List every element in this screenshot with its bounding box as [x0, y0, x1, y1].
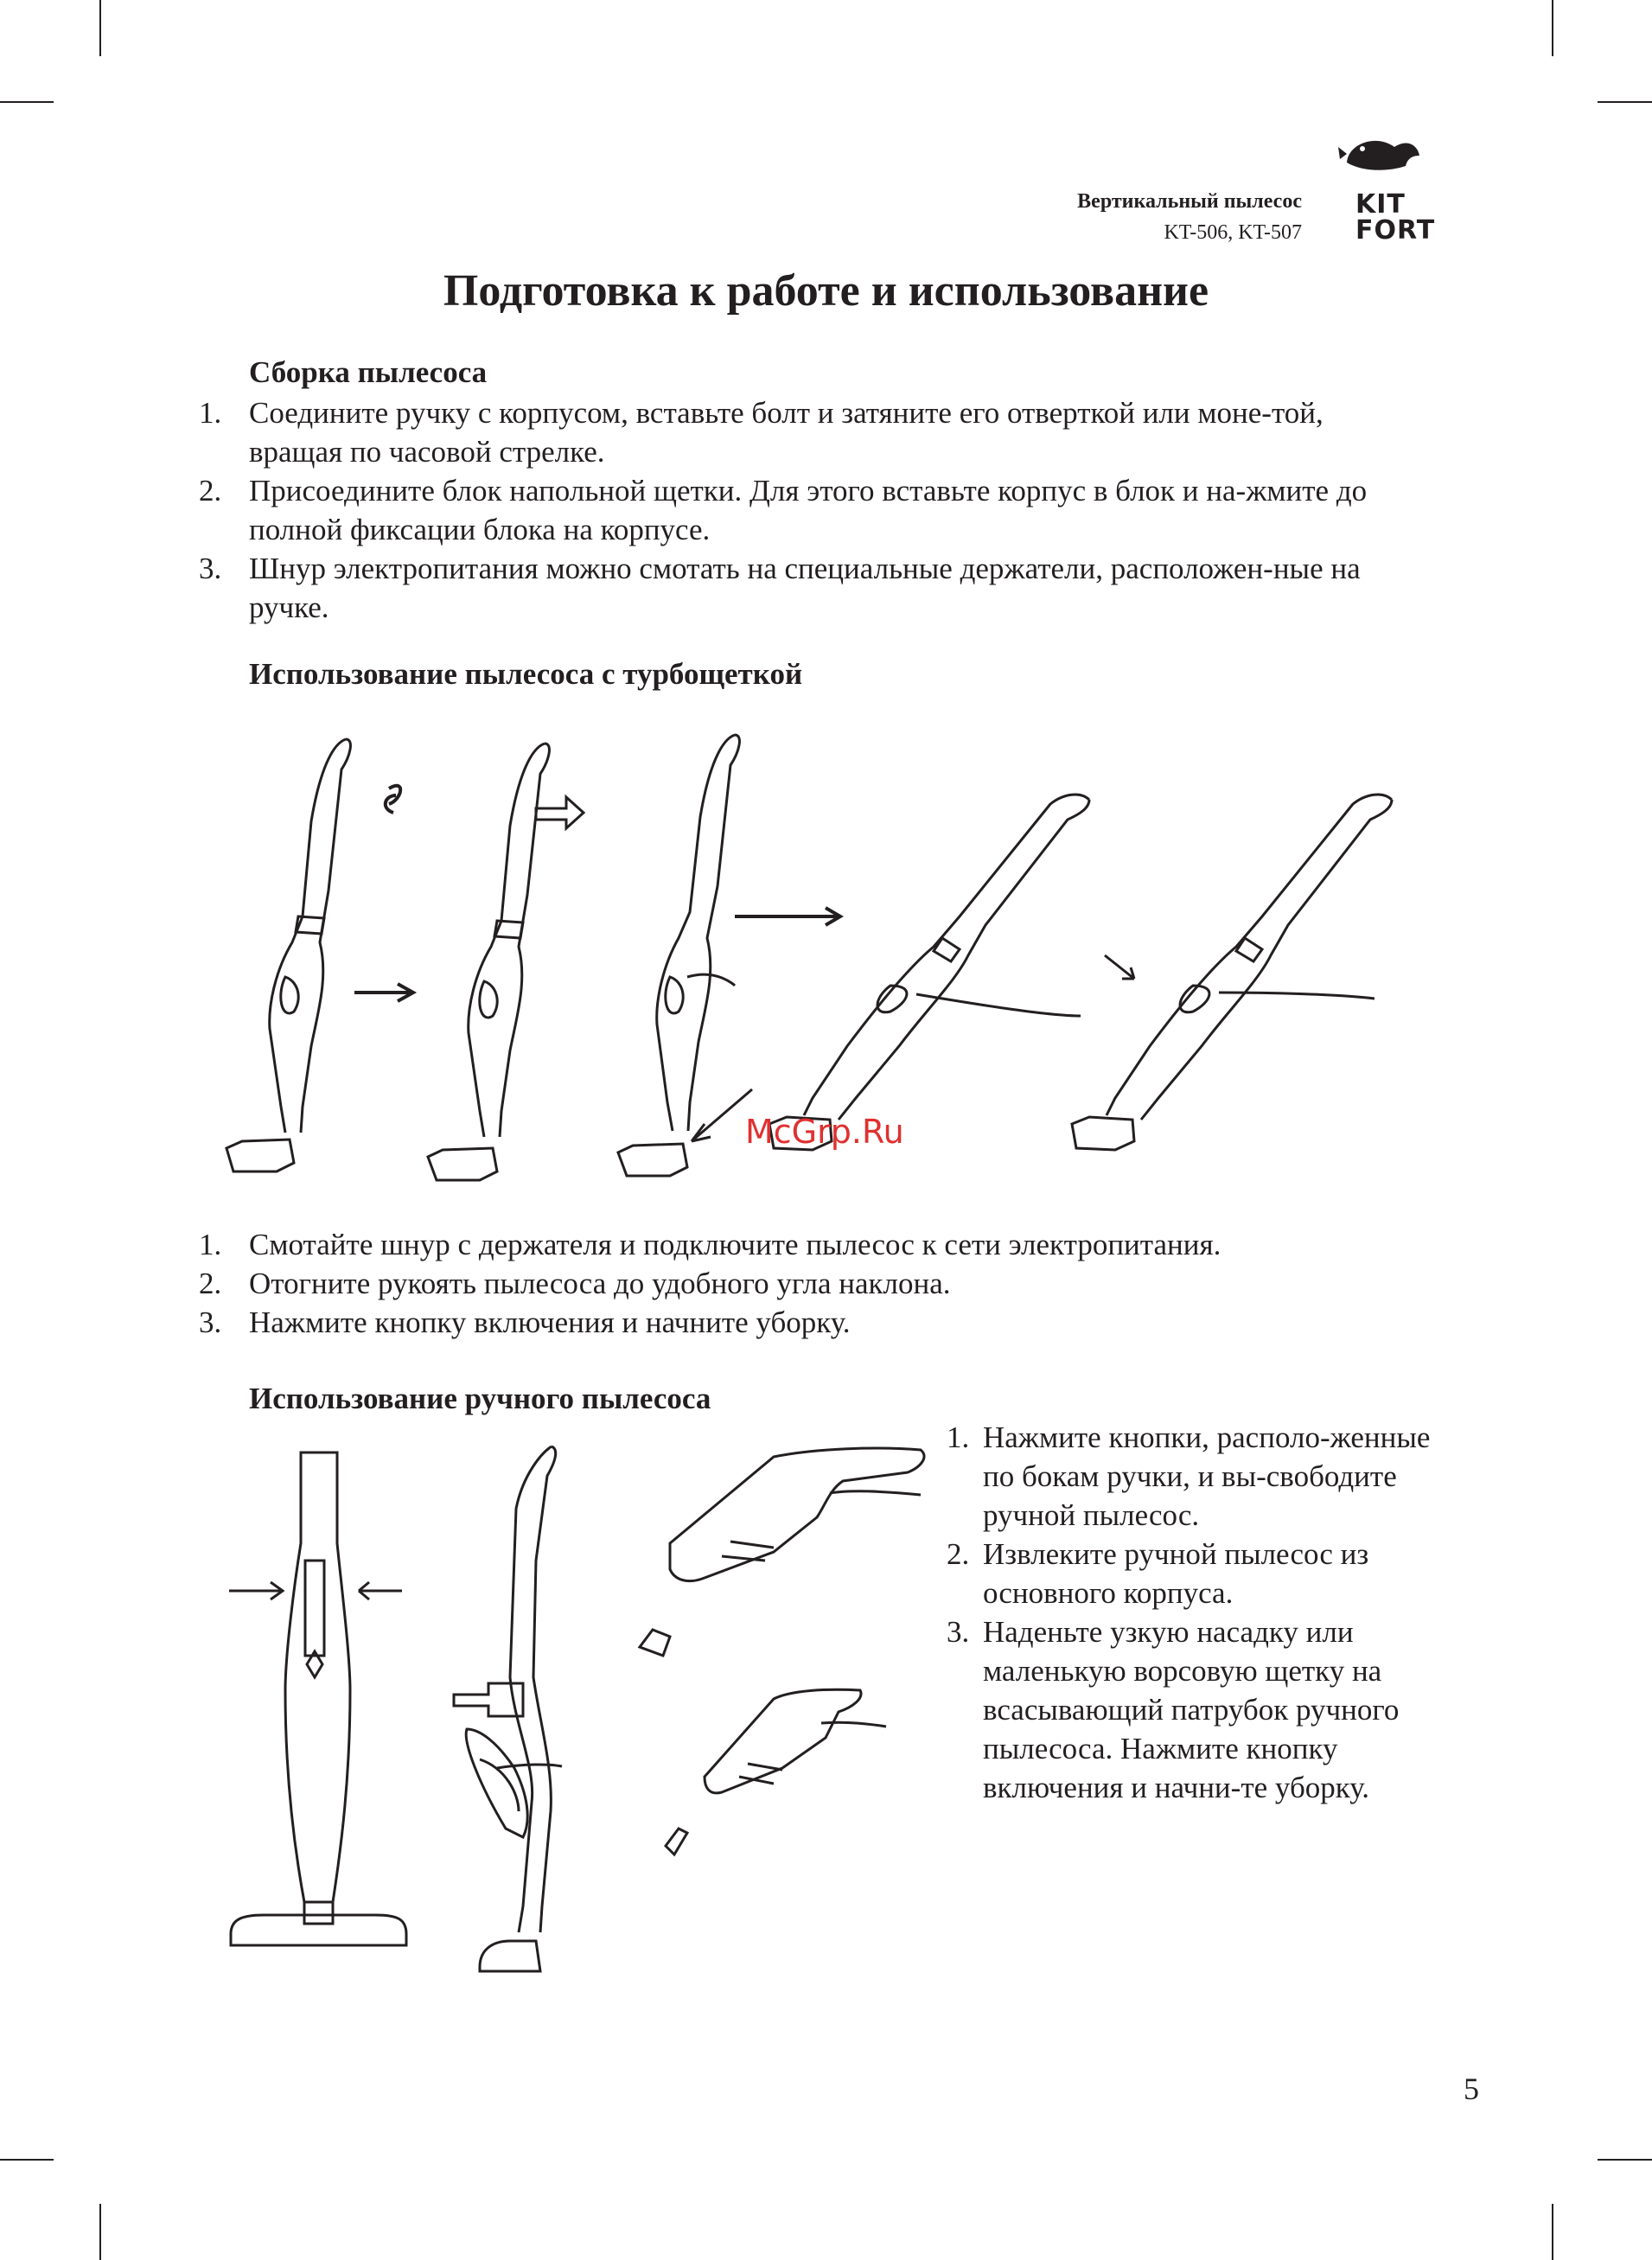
handheld-list	[947, 1418, 1444, 1807]
vacuum-side-view	[454, 1446, 562, 1971]
list-item	[199, 1303, 1418, 1342]
page-number: 5	[1464, 2072, 1479, 2106]
vacuum-tilted-2	[1072, 795, 1392, 1150]
crop-mark	[1552, 0, 1553, 56]
handheld-unit-bottom	[666, 1689, 886, 1855]
item-number: 1.	[947, 1420, 970, 1454]
arrow-right-icon	[354, 984, 413, 1001]
logo-line1: KIT	[1355, 189, 1406, 220]
list-item	[199, 393, 1418, 471]
item-number: 2.	[199, 1267, 222, 1300]
handheld-unit-top	[640, 1448, 924, 1656]
turbo-list	[199, 1225, 1418, 1342]
vacuum-upright-3	[618, 735, 752, 1176]
list-item	[199, 1225, 1418, 1264]
header-product: Вертикальный пылесос	[1077, 190, 1302, 213]
item-number: 3.	[199, 552, 222, 585]
arrow-right-icon	[735, 908, 840, 925]
page-title: Подготовка к работе и использование	[443, 266, 1209, 316]
list-item	[199, 549, 1418, 627]
turbo-heading: Использование пылесоса с турбощеткой	[249, 657, 803, 691]
item-text: Смотайте шнур с держателя и подключите пылесос к сети электропитания.	[249, 1228, 1221, 1261]
item-number: 3.	[199, 1306, 222, 1339]
logo-line2: FORT	[1355, 215, 1436, 246]
item-text: Отогните рукоять пылесоса до удобного угла наклона.	[249, 1267, 951, 1300]
list-item	[199, 1264, 1418, 1303]
vacuum-tilted-1	[769, 795, 1089, 1150]
item-text: Шнур электропитания можно смотать на специальные держатели, расположен-ные на ручке.	[249, 552, 1361, 624]
crop-mark	[1552, 2204, 1553, 2260]
item-text: Нажмите кнопки, располо-женные по бокам ручки, и вы-свободите ручной пылесос.	[983, 1420, 1431, 1532]
crop-mark	[1598, 2159, 1652, 2161]
item-text: Извлеките ручной пылесос из основного корпуса.	[983, 1537, 1369, 1610]
handheld-heading: Использование ручного пылесоса	[249, 1382, 711, 1415]
header-models: KT-506, KT-507	[1164, 221, 1302, 244]
kitfort-logo-text	[1355, 189, 1436, 246]
item-text: Наденьте узкую насадку или маленькую ворсовую щетку на всасывающий патрубок ручного пылесоса. Нажмите кнопку включения и начни-те уборку.	[983, 1615, 1400, 1804]
item-number: 1.	[199, 1228, 222, 1261]
item-text: Соедините ручку с корпусом, вставьте болт и затяните его отверткой или моне-той, вращая по часовой стрелке.	[249, 396, 1324, 469]
vacuum-front-view	[229, 1452, 406, 1945]
handheld-illustration	[220, 1431, 929, 2001]
vacuum-upright-1	[226, 739, 400, 1171]
assembly-heading: Сборка пылесоса	[249, 355, 488, 389]
list-item	[199, 471, 1418, 549]
item-number: 2.	[199, 474, 222, 508]
item-number: 3.	[947, 1615, 970, 1649]
crop-mark	[1598, 101, 1652, 103]
assembly-list	[199, 393, 1418, 627]
item-text: Нажмите кнопку включения и начните уборку.	[249, 1306, 851, 1339]
vacuum-upright-2	[428, 744, 584, 1180]
item-number: 1.	[199, 396, 222, 430]
crop-mark	[0, 2159, 54, 2161]
item-text: Присоедините блок напольной щетки. Для этого вставьте корпус в блок и на-жмите до полной фиксации блока на корпусе.	[249, 474, 1368, 546]
crop-mark	[99, 0, 101, 56]
crop-mark	[0, 101, 54, 103]
header-product-info	[1077, 186, 1302, 248]
watermark: McGrp.Ru	[745, 1113, 904, 1151]
list-item	[947, 1535, 1444, 1612]
item-number: 2.	[947, 1537, 970, 1571]
list-item	[947, 1418, 1444, 1535]
list-item	[947, 1612, 1444, 1807]
crop-mark	[99, 2204, 101, 2260]
